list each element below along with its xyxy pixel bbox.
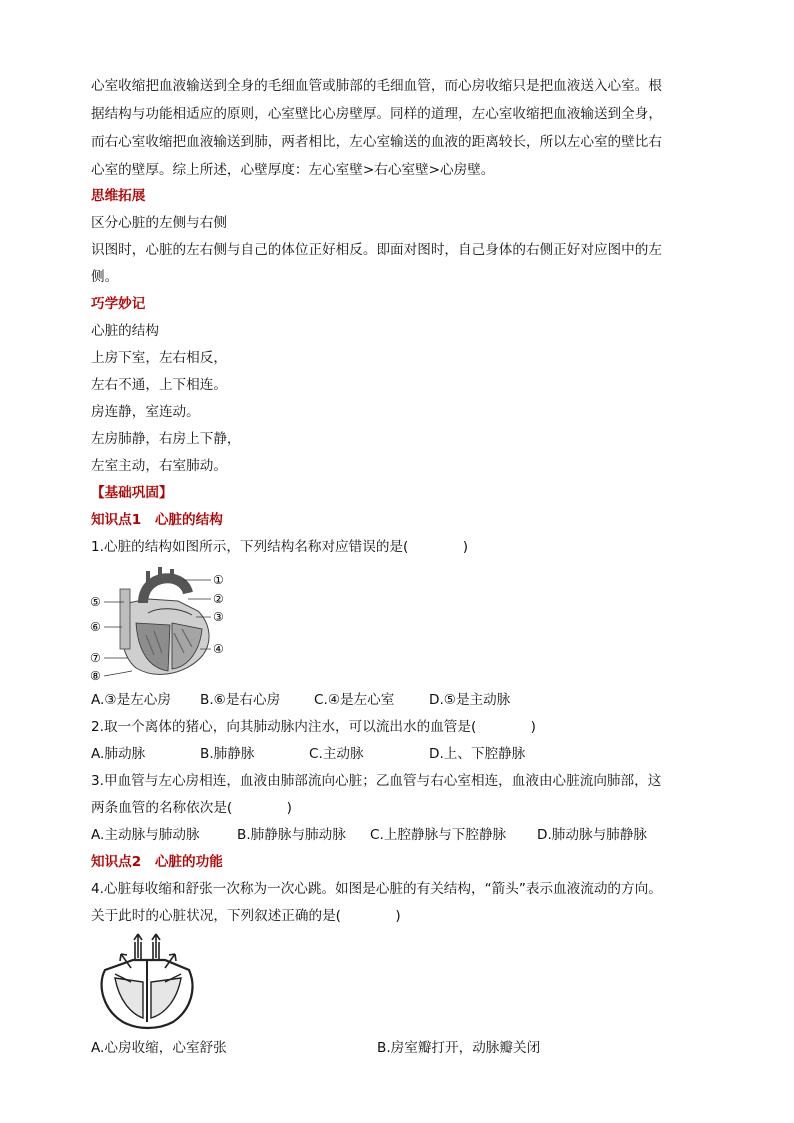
heart-label-7: ⑦ <box>90 651 101 665</box>
q2-option-d[interactable]: D.上、下腔静脉 <box>429 746 526 762</box>
q2-options <box>91 744 731 764</box>
q3-option-b[interactable]: B.肺静脉与肺动脉 <box>237 827 346 843</box>
thinking-heading: 思维拓展 <box>91 188 146 204</box>
heart-label-3: ③ <box>213 610 224 624</box>
heart-label-4: ④ <box>213 642 224 656</box>
intro-line: 而右心室收缩把血液输送到肺，两者相比，左心室输送的血液的距离较长，所以左心室的壁比右 <box>91 134 662 150</box>
memory-line: 心脏的结构 <box>91 323 159 339</box>
q1-option-b[interactable]: B.⑥是右心房 <box>200 692 281 708</box>
q1-stem: 1.心脏的结构如图所示，下列结构名称对应错误的是( ) <box>91 539 469 555</box>
q3-stem-line: 两条血管的名称依次是( ) <box>91 800 292 816</box>
heart-label-6: ⑥ <box>90 620 101 634</box>
q4-stem-line: 4.心脏每收缩和舒张一次称为一次心跳。如图是心脏的有关结构，“箭头”表示血液流动的方向。 <box>91 881 662 897</box>
knowledge-point-2: 知识点2 心脏的功能 <box>91 854 223 870</box>
heart-label-5: ⑤ <box>90 595 101 609</box>
memory-line: 左室主动，右室肺动。 <box>91 458 227 474</box>
thinking-line: 侧。 <box>91 269 119 285</box>
q3-options <box>91 825 731 845</box>
intro-line: 心室的壁厚。综上所述，心壁厚度：左心室壁>右心室壁>心房壁。 <box>91 162 495 178</box>
q1-option-c[interactable]: C.④是左心室 <box>314 692 395 708</box>
q3-option-d[interactable]: D.肺动脉与肺静脉 <box>537 827 647 843</box>
heart-valve-figure <box>93 930 203 1030</box>
q2-stem: 2.取一个离体的猪心，向其肺动脉内注水，可以流出水的血管是( ) <box>91 719 536 735</box>
q3-option-a[interactable]: A.主动脉与肺动脉 <box>91 827 200 843</box>
q1-option-d[interactable]: D.⑤是主动脉 <box>429 692 511 708</box>
thinking-line: 区分心脏的左侧与右侧 <box>91 215 227 231</box>
q2-option-b[interactable]: B.肺静脉 <box>200 746 255 762</box>
intro-line: 心室收缩把血液输送到全身的毛细血管或肺部的毛细血管，而心房收缩只是把血液送入心室。根 <box>91 78 662 94</box>
q2-option-c[interactable]: C.主动脉 <box>309 746 364 762</box>
q2-option-a[interactable]: A.肺动脉 <box>91 746 146 762</box>
heart-label-1: ① <box>213 573 224 587</box>
q1-option-a[interactable]: A.③是左心房 <box>91 692 171 708</box>
q4-options <box>91 1038 731 1058</box>
q4-stem-line: 关于此时的心脏状况，下列叙述正确的是( ) <box>91 908 401 924</box>
q1-options <box>91 690 731 710</box>
heart-label-2: ② <box>213 592 224 606</box>
knowledge-point-1: 知识点1 心脏的结构 <box>91 512 223 528</box>
intro-line: 据结构与功能相适应的原则，心室壁比心房壁厚。同样的道理，左心室收缩把血液输送到全身， <box>91 106 662 122</box>
memory-line: 上房下室，左右相反， <box>91 350 227 366</box>
q3-stem-line: 3.甲血管与左心房相连，血液由肺部流向心脏；乙血管与右心室相连，血液由心脏流向肺部，这 <box>91 773 662 789</box>
memory-line: 左房肺静，右房上下静， <box>91 431 241 447</box>
memory-heading: 巧学妙记 <box>91 296 146 312</box>
memory-line: 房连静，室连动。 <box>91 404 200 420</box>
thinking-line: 识图时，心脏的左右侧与自己的体位正好相反。即面对图时，自己身体的右侧正好对应图中的左 <box>91 242 662 258</box>
q3-option-c[interactable]: C.上腔静脉与下腔静脉 <box>370 827 507 843</box>
basic-heading: 【基础巩固】 <box>91 485 173 501</box>
q4-option-b[interactable]: B.房室瓣打开，动脉瓣关闭 <box>377 1040 541 1056</box>
heart-label-8: ⑧ <box>90 669 101 683</box>
heart-structure-figure <box>88 563 238 688</box>
memory-line: 左右不通，上下相连。 <box>91 377 227 393</box>
q4-option-a[interactable]: A.心房收缩，心室舒张 <box>91 1040 227 1056</box>
